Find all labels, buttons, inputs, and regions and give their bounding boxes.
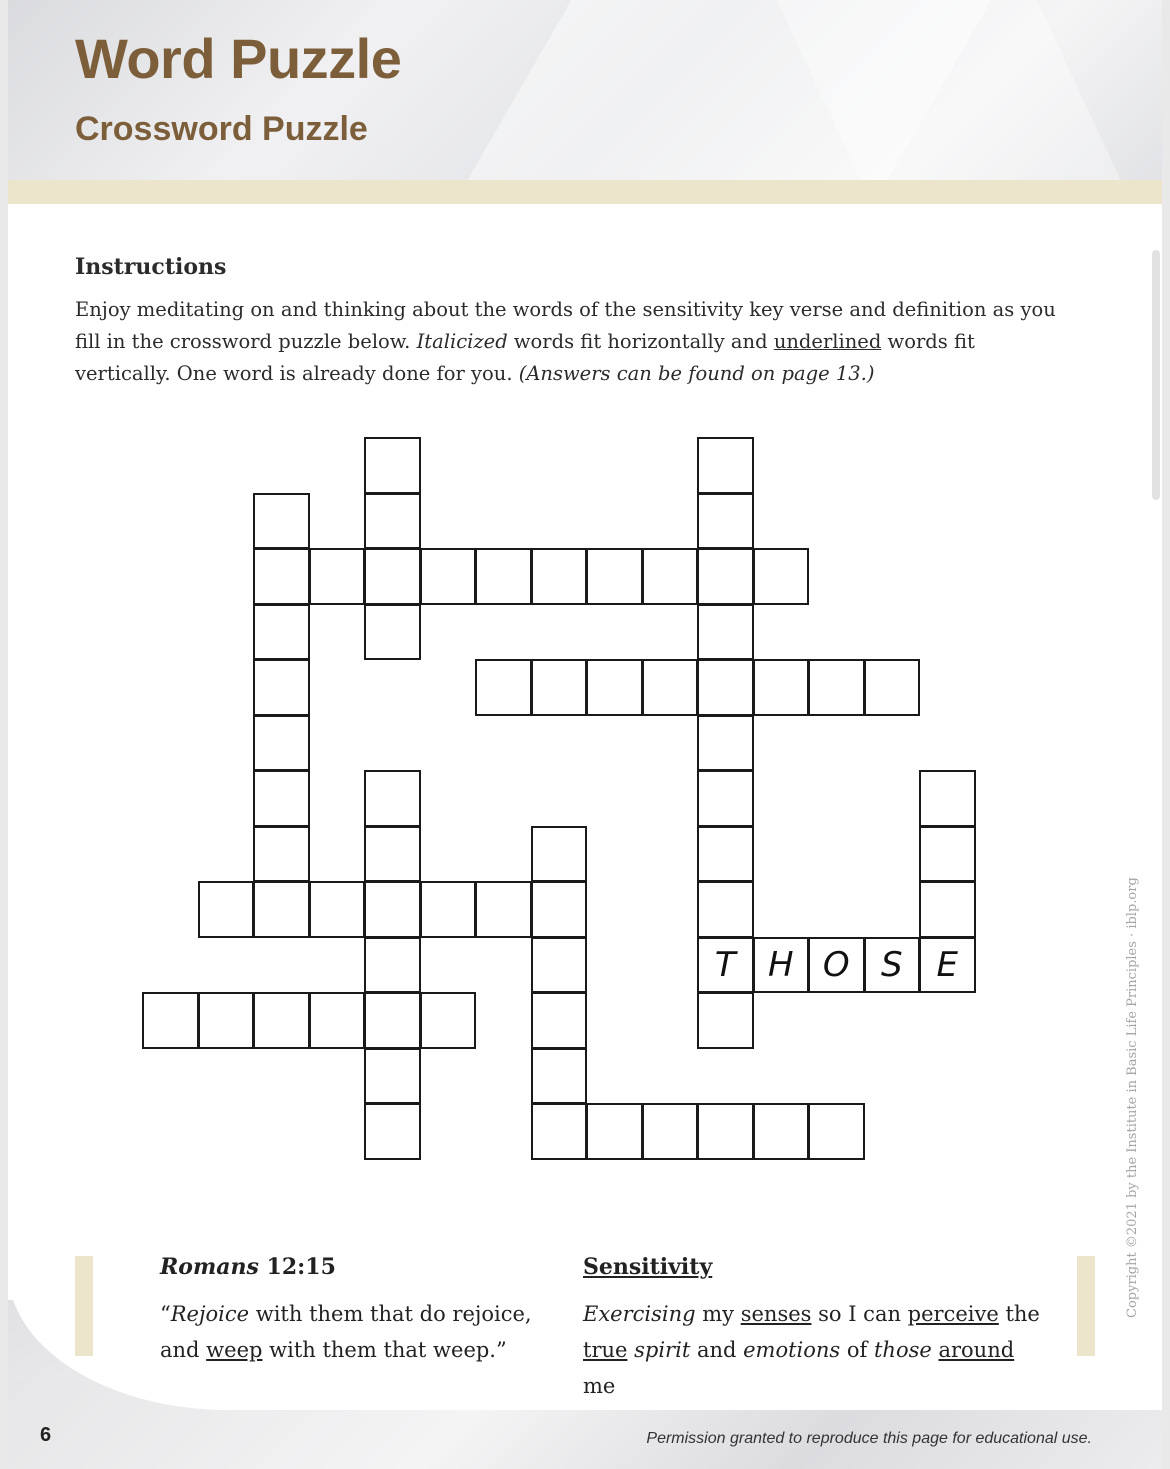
crossword-cell[interactable] [586, 1103, 643, 1160]
crossword-cell[interactable] [253, 826, 310, 883]
definition-text: Exercising my senses so I can perceive the true spirit and emotions of those around me [583, 1302, 1040, 1398]
crossword-cell[interactable] [642, 548, 699, 605]
page-edge-right [1162, 0, 1170, 1469]
crossword-cell[interactable] [253, 881, 310, 938]
instructions-text: Enjoy meditating on and thinking about the words of the sensitivity key verse and definition as you fill in the crossword puzzle below. Italicized words fit horizontally and underlined words fit vertically. One word is already done for you. (Answers can be found on page 13.) [75, 298, 1056, 385]
crossword-cell[interactable] [531, 548, 588, 605]
crossword-cell[interactable] [142, 992, 199, 1049]
page-subtitle: Crossword Puzzle [75, 110, 368, 148]
crossword-cell[interactable] [697, 992, 754, 1049]
crossword-cell[interactable] [697, 826, 754, 883]
crossword-cell[interactable] [753, 548, 810, 605]
crossword-cell[interactable] [531, 826, 588, 883]
crossword-cell-filled[interactable]: E [919, 937, 976, 994]
crossword-cell[interactable] [364, 493, 421, 550]
crossword-cell[interactable] [364, 826, 421, 883]
crossword-cell[interactable] [198, 881, 255, 938]
crossword-cell[interactable] [697, 493, 754, 550]
verse-text: “Rejoice with them that do rejoice, and weep with them that weep.” [160, 1302, 532, 1362]
header-accent-band [8, 180, 1162, 204]
crossword-cell[interactable] [475, 881, 532, 938]
permission-notice: Permission granted to reproduce this page for educational use. [646, 1430, 1092, 1447]
page-edge-left [0, 0, 8, 1469]
crossword-cell-filled[interactable]: T [697, 937, 754, 994]
crossword-cell[interactable] [420, 881, 477, 938]
crossword-cell[interactable] [253, 770, 310, 827]
crossword-cell[interactable] [364, 937, 421, 994]
crossword-cell[interactable] [919, 770, 976, 827]
left-accent-bar [75, 1256, 93, 1356]
crossword-cell-filled[interactable]: O [808, 937, 865, 994]
crossword-cell[interactable] [864, 659, 921, 716]
crossword-cell[interactable] [919, 881, 976, 938]
crossword-cell[interactable] [697, 548, 754, 605]
page-number: 6 [40, 1424, 52, 1446]
crossword-cell[interactable] [364, 1048, 421, 1105]
crossword-cell[interactable] [531, 659, 588, 716]
crossword-cell[interactable] [364, 604, 421, 661]
crossword-cell[interactable] [697, 1103, 754, 1160]
crossword-cell[interactable] [697, 604, 754, 661]
crossword-cell[interactable] [253, 659, 310, 716]
copyright-notice: Copyright ©2021 by the Institute in Basic Life Principles · iblp.org [1125, 877, 1140, 1318]
crossword-cell[interactable] [531, 881, 588, 938]
crossword-cell[interactable] [919, 826, 976, 883]
crossword-cell[interactable] [198, 992, 255, 1049]
page-title: Word Puzzle [75, 27, 402, 90]
crossword-cell[interactable] [364, 770, 421, 827]
scrollbar[interactable] [1152, 250, 1160, 500]
crossword-cell[interactable] [420, 992, 477, 1049]
crossword-cell-filled[interactable]: S [864, 937, 921, 994]
crossword-cell[interactable] [808, 659, 865, 716]
crossword-cell[interactable] [697, 770, 754, 827]
crossword-cell[interactable] [697, 881, 754, 938]
crossword-cell[interactable] [642, 1103, 699, 1160]
crossword-cell[interactable] [309, 548, 366, 605]
crossword-cell[interactable] [697, 659, 754, 716]
crossword-cell[interactable] [253, 992, 310, 1049]
instructions-heading: Instructions [75, 254, 227, 280]
verse-reference: Romans 12:15 [160, 1254, 336, 1280]
crossword-cell[interactable] [364, 1103, 421, 1160]
crossword-cell[interactable] [753, 659, 810, 716]
crossword-cell[interactable] [253, 493, 310, 550]
crossword-cell[interactable] [531, 937, 588, 994]
crossword-cell[interactable] [697, 715, 754, 772]
crossword-cell[interactable] [475, 548, 532, 605]
crossword-cell-filled[interactable]: H [753, 937, 810, 994]
crossword-cell[interactable] [253, 548, 310, 605]
crossword-cell[interactable] [586, 659, 643, 716]
crossword-cell[interactable] [364, 437, 421, 494]
crossword-cell[interactable] [753, 1103, 810, 1160]
definition-title: Sensitivity [583, 1254, 713, 1280]
crossword-cell[interactable] [309, 992, 366, 1049]
crossword-cell[interactable] [642, 659, 699, 716]
crossword-cell[interactable] [364, 548, 421, 605]
crossword-cell[interactable] [309, 881, 366, 938]
crossword-cell[interactable] [475, 659, 532, 716]
crossword-cell[interactable] [420, 548, 477, 605]
crossword-cell[interactable] [253, 715, 310, 772]
crossword-cell[interactable] [808, 1103, 865, 1160]
crossword-cell[interactable] [253, 604, 310, 661]
crossword-cell[interactable] [697, 437, 754, 494]
crossword-cell[interactable] [364, 881, 421, 938]
crossword-cell[interactable] [531, 1048, 588, 1105]
crossword-cell[interactable] [364, 992, 421, 1049]
right-accent-bar [1077, 1256, 1095, 1356]
crossword-cell[interactable] [586, 548, 643, 605]
crossword-cell[interactable] [531, 992, 588, 1049]
crossword-cell[interactable] [531, 1103, 588, 1160]
